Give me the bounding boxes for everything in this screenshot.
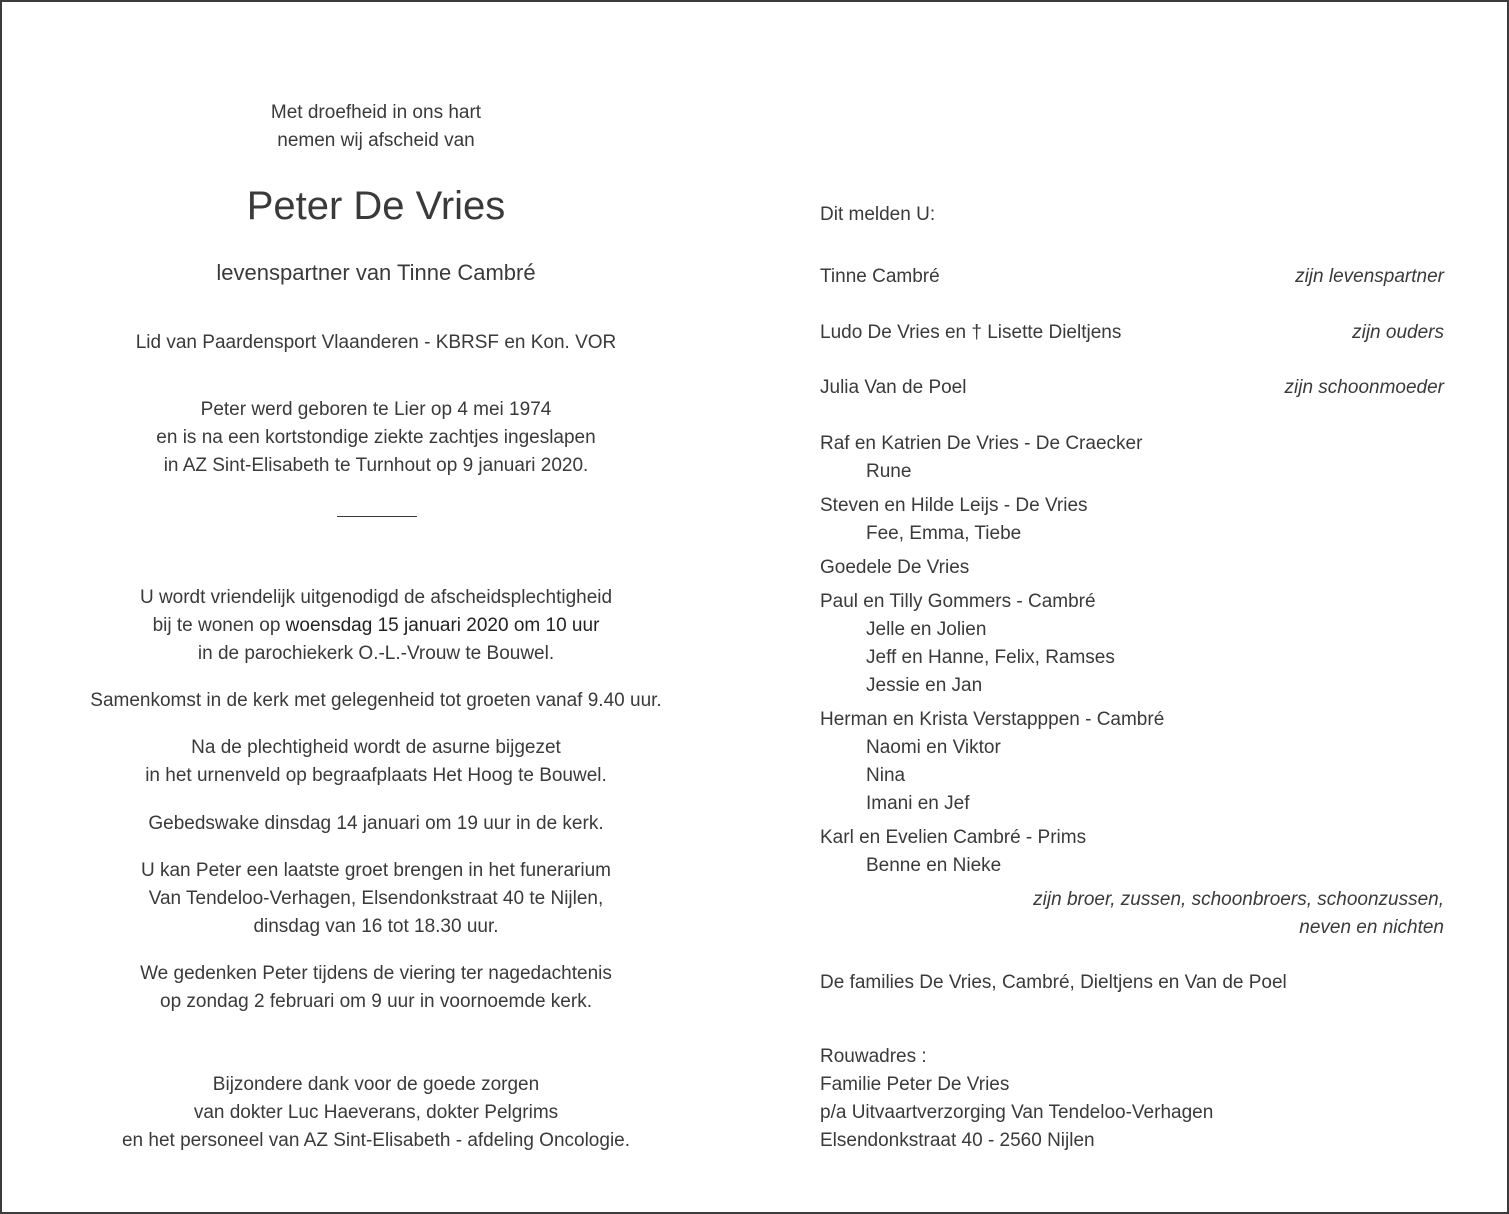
sibling-group [820,588,1444,700]
thanks-line: en het personeel van AZ Sint-Elisabeth - afdeling Oncologie. [121,1130,631,1151]
sibling-group [820,706,1444,818]
memorial [60,960,692,1016]
relative-role: zijn schoonmoeder [1284,377,1444,398]
meeting: Samenkomst in de kerk met gelegenheid tot groeten vanaf 9.40 uur. [90,690,662,711]
address-line: p/a Uitvaartverzorging Van Tendeloo-Verhagen [820,1102,1214,1123]
urn-line: in het urnenveld op begraafplaats Het Hoog te Bouwel. [145,765,607,786]
relative-name: Julia Van de Poel [820,377,967,398]
sibling-name: Herman en Krista Verstapppen - Cambré [820,709,1165,730]
vigil: Gebedswake dinsdag 14 januari om 19 uur in de kerk. [148,813,604,834]
deceased-name: Peter De Vries [246,184,506,228]
relative-role: zijn ouders [1352,322,1444,343]
membership: Lid van Paardensport Vlaanderen - KBRSF en Kon. VOR [135,332,617,353]
child-line: Rune [866,461,912,482]
invite-line: in de parochiekerk O.-L.-Vrouw te Bouwel. [197,643,555,664]
relative-row [820,374,1444,402]
sibling-name: Karl en Evelien Cambré - Prims [820,827,1087,848]
invitation [60,584,692,668]
sibling-name: Paul en Tilly Gommers - Cambré [820,591,1096,612]
divider [337,516,417,517]
service-datetime: woensdag 15 januari 2020 om 10 uur [285,615,600,636]
intro [60,99,692,155]
thanks-line: Bijzondere dank voor de goede zorgen [212,1074,540,1095]
visit-line: Van Tendeloo-Verhagen, Elsendonkstraat 40 te Nijlen, [148,888,604,909]
mourning-address [820,1043,1444,1155]
invite-line: U wordt vriendelijk uitgenodigd de afscheidsplechtigheid [139,587,613,608]
bio-line: Peter werd geboren te Lier op 4 mei 1974 [200,399,552,420]
bio-line: in AZ Sint-Elisabeth te Turnhout op 9 januari 2020. [163,455,589,476]
visit-line: U kan Peter een laatste groet brengen in het funerarium [140,860,611,881]
relative-role: zijn levenspartner [1295,266,1444,287]
thanks-line: van dokter Luc Haeverans, dokter Pelgrims [193,1102,559,1123]
announce: Dit melden U: [820,204,936,225]
thanks [60,1071,692,1155]
visit-line: dinsdag van 16 tot 18.30 uur. [253,916,499,937]
sibling-name: Steven en Hilde Leijs - De Vries [820,495,1088,516]
siblings-role [820,886,1444,942]
relative-row [820,319,1444,347]
sibling-group [820,824,1444,880]
child-line: Naomi en Viktor [866,737,1001,758]
child-line: Imani en Jef [866,793,970,814]
intro-line: Met droefheid in ons hart [270,102,482,123]
address-line: Familie Peter De Vries [820,1074,1010,1095]
relative-name: Ludo De Vries en † Lisette Dieltjens [820,322,1122,343]
child-line: Nina [866,765,906,786]
role-line: neven en nichten [1299,917,1444,938]
relative-name: Tinne Cambré [820,266,940,287]
address-line: Elsendonkstraat 40 - 2560 Nijlen [820,1130,1095,1151]
sibling-group [820,492,1444,548]
urn-line: Na de plechtigheid wordt de asurne bijgezet [191,737,561,758]
visitation [60,857,692,941]
sibling-name: Raf en Katrien De Vries - De Craecker [820,433,1143,454]
invite-text: bij te wonen op [152,615,286,636]
urn-info [60,734,692,790]
families: De families De Vries, Cambré, Dieltjens en Van de Poel [820,972,1287,993]
child-line: Jessie en Jan [866,675,983,696]
relative-row [820,263,1444,291]
memorial-line: op zondag 2 februari om 9 uur in voornoemde kerk. [160,991,592,1012]
role-line: zijn broer, zussen, schoonbroers, schoonzussen, [1033,889,1444,910]
bio [60,396,692,480]
child-line: Jelle en Jolien [866,619,987,640]
bio-line: en is na een kortstondige ziekte zachtjes ingeslapen [156,427,596,448]
sibling-group [820,554,1444,582]
memorial-line: We gedenken Peter tijdens de viering ter nagedachtenis [140,963,612,984]
invite-line [60,612,692,640]
partner-line: levenspartner van Tinne Cambré [216,260,536,285]
child-line: Jeff en Hanne, Felix, Ramses [866,647,1115,668]
sibling-group [820,430,1444,486]
intro-line: nemen wij afscheid van [277,130,475,151]
sibling-name: Goedele De Vries [820,557,970,578]
child-line: Fee, Emma, Tiebe [866,523,1022,544]
child-line: Benne en Nieke [866,855,1002,876]
address-line: Rouwadres : [820,1046,927,1067]
